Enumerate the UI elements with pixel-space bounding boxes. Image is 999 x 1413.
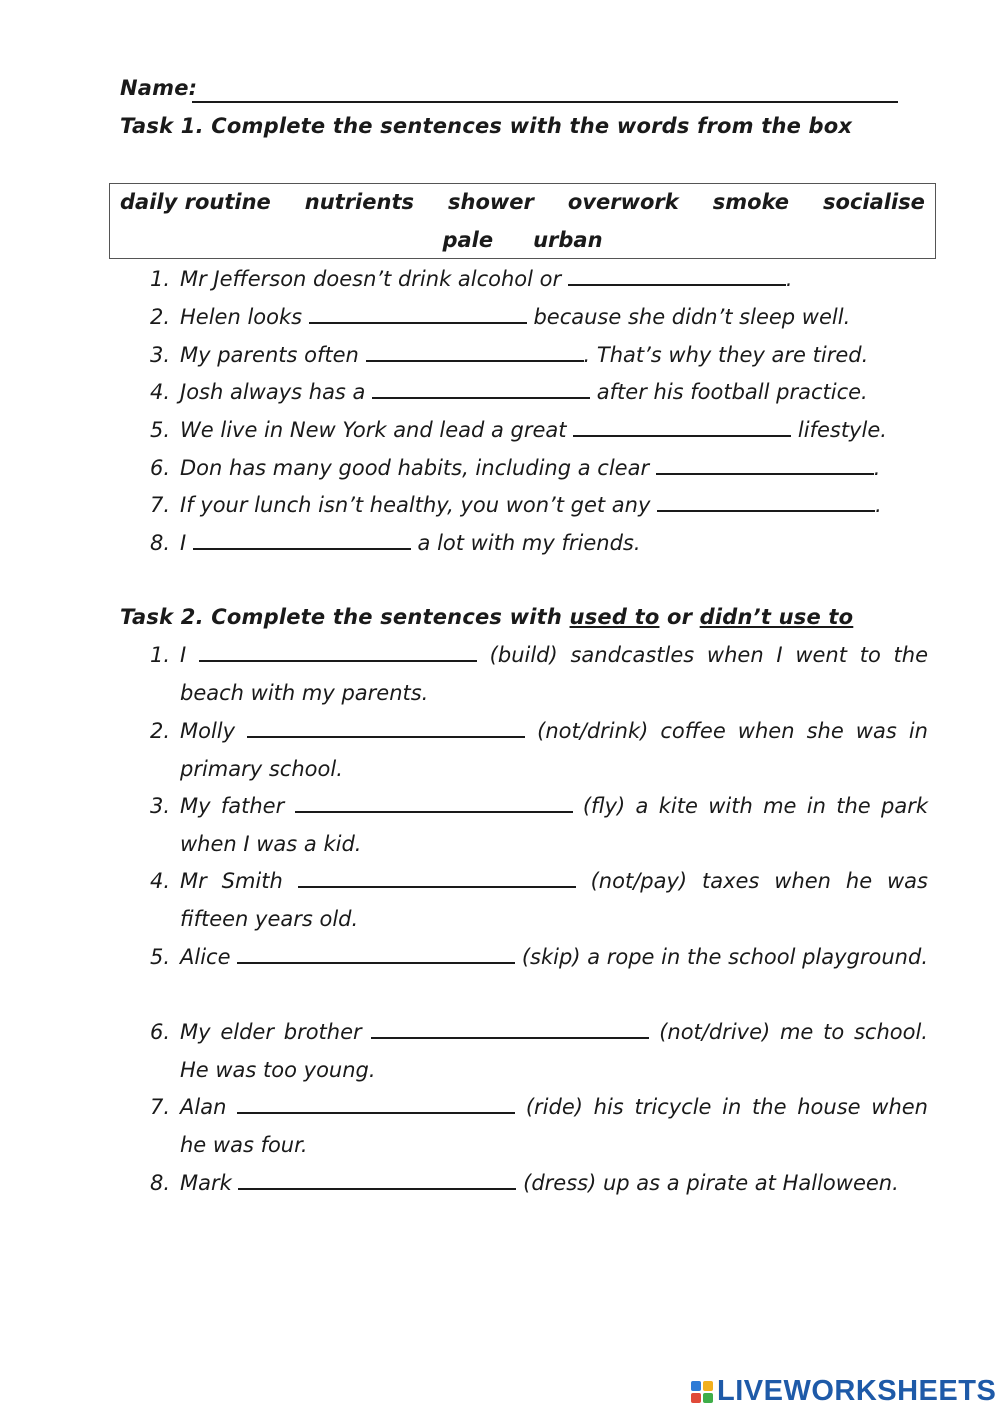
sentence-start: Mr Smith — [180, 869, 298, 893]
word-box-row-1 — [120, 190, 925, 214]
sentence-start: Molly — [180, 719, 248, 743]
sentence-start: Josh always has a — [180, 380, 373, 404]
answer-blank[interactable] — [238, 1170, 516, 1190]
sentence-end: (skip) a rope in the school playground. — [515, 945, 928, 969]
sentence-start: We live in New York and lead a great — [180, 418, 574, 442]
task1-item-5 — [150, 417, 887, 442]
sentence-start: My father — [180, 794, 295, 818]
item-number: 1. — [150, 267, 171, 291]
sentence-start: Mark — [180, 1171, 239, 1195]
task2-item-3 — [150, 787, 928, 863]
sentence-start: My elder brother — [180, 1020, 372, 1044]
item-number: 5. — [150, 418, 171, 442]
logo-text: LIVEWORKSHEETS — [717, 1375, 997, 1407]
sentence-end: . — [873, 456, 881, 480]
item-number: 3. — [150, 794, 171, 818]
answer-blank[interactable] — [372, 379, 590, 399]
name-input-line[interactable] — [192, 101, 898, 103]
item-number: 2. — [150, 719, 171, 743]
task2-item-2 — [150, 712, 928, 788]
word-socialise: socialise — [823, 190, 925, 214]
task1-item-2 — [150, 304, 850, 329]
task2-item-4 — [150, 862, 928, 938]
task2-title-text: Task 2. Complete the sentences with — [120, 605, 570, 629]
task2-or: or — [659, 605, 700, 629]
answer-blank[interactable] — [656, 455, 874, 475]
logo-square — [703, 1381, 713, 1391]
word-pale: pale — [442, 228, 494, 252]
item-number: 8. — [150, 531, 171, 555]
task2-item-8 — [150, 1164, 928, 1202]
task2-item-1 — [150, 636, 928, 712]
answer-blank[interactable] — [295, 793, 573, 813]
task2-item-7 — [150, 1088, 928, 1164]
answer-blank[interactable] — [247, 718, 525, 738]
word-nutrients: nutrients — [304, 190, 414, 214]
sentence-start: I — [180, 531, 193, 555]
answer-blank[interactable] — [309, 304, 527, 324]
task1-title: Task 1. Complete the sentences with the words from the box — [120, 114, 853, 138]
sentence-start: If your lunch isn’t healthy, you won’t get any — [180, 493, 658, 517]
sentence-end: (not/pay) taxes when he was fifteen years old. — [180, 869, 928, 931]
sentence-start: My parents often — [180, 343, 366, 367]
sentence-end: (dress) up as a pirate at Halloween. — [516, 1171, 899, 1195]
liveworksheets-logo[interactable] — [691, 1375, 996, 1408]
sentence-end: (fly) a kite with me in the park when I was a kid. — [180, 794, 928, 856]
word-box — [109, 183, 936, 259]
logo-mark-icon — [691, 1381, 713, 1403]
task2-item-5 — [150, 938, 928, 976]
sentence-start: Don has many good habits, including a clear — [180, 456, 656, 480]
answer-blank[interactable] — [193, 530, 411, 550]
sentence-end: . That’s why they are tired. — [583, 343, 869, 367]
task1-item-4 — [150, 379, 868, 404]
sentence-end: because she didn’t sleep well. — [526, 305, 851, 329]
sentence-start: Alice — [180, 945, 238, 969]
task1-item-7 — [150, 492, 882, 517]
sentence-end: . — [785, 267, 793, 291]
item-number: 8. — [150, 1171, 171, 1195]
sentence-end: lifestyle. — [791, 418, 887, 442]
task2-used-to: used to — [569, 605, 660, 629]
logo-square — [691, 1393, 701, 1403]
sentence-start: Mr Jefferson doesn’t drink alcohol or — [180, 267, 568, 291]
answer-blank[interactable] — [237, 944, 515, 964]
item-number: 4. — [150, 380, 171, 404]
task2-didnt-use-to: didn’t use to — [699, 605, 854, 629]
item-number: 6. — [150, 456, 171, 480]
answer-blank[interactable] — [237, 1094, 515, 1114]
name-label: Name: — [120, 76, 198, 100]
word-shower: shower — [448, 190, 534, 214]
item-number: 5. — [150, 945, 171, 969]
sentence-end: a lot with my friends. — [410, 531, 641, 555]
sentence-end: . — [875, 493, 882, 517]
item-number: 2. — [150, 305, 171, 329]
item-number: 1. — [150, 643, 171, 667]
item-number: 3. — [150, 343, 171, 367]
answer-blank[interactable] — [199, 642, 477, 662]
item-number: 6. — [150, 1020, 171, 1044]
task2-item-6 — [150, 1013, 928, 1089]
sentence-start: Alan — [180, 1095, 238, 1119]
answer-blank[interactable] — [657, 492, 875, 512]
answer-blank[interactable] — [371, 1019, 649, 1039]
word-smoke: smoke — [712, 190, 790, 214]
logo-square — [703, 1393, 713, 1403]
answer-blank[interactable] — [573, 417, 791, 437]
task1-item-6 — [150, 455, 880, 480]
item-number: 7. — [150, 493, 171, 517]
answer-blank[interactable] — [366, 342, 584, 362]
sentence-start: I — [180, 643, 199, 667]
item-number: 7. — [150, 1095, 171, 1119]
sentence-start: Helen looks — [180, 305, 309, 329]
word-urban: urban — [533, 228, 603, 252]
sentence-end: after his football practice. — [590, 380, 868, 404]
sentence-end: (not/drive) me to school. He was too young. — [180, 1020, 928, 1082]
task1-item-1 — [150, 266, 793, 291]
task2-title — [120, 605, 853, 629]
task1-item-3 — [150, 342, 868, 367]
logo-square — [691, 1381, 701, 1391]
word-box-row-2 — [110, 228, 935, 252]
answer-blank[interactable] — [298, 868, 576, 888]
task1-item-8 — [150, 530, 641, 555]
sentence-end: (ride) his tricycle in the house when he was four. — [180, 1095, 928, 1157]
sentence-end: (build) sandcastles when I went to the beach with my parents. — [180, 643, 928, 705]
item-number: 4. — [150, 869, 171, 893]
word-overwork: overwork — [567, 190, 679, 214]
answer-blank[interactable] — [568, 266, 786, 286]
sentence-end: (not/drink) coffee when she was in primary school. — [180, 719, 928, 781]
word-daily-routine: daily routine — [120, 190, 271, 214]
